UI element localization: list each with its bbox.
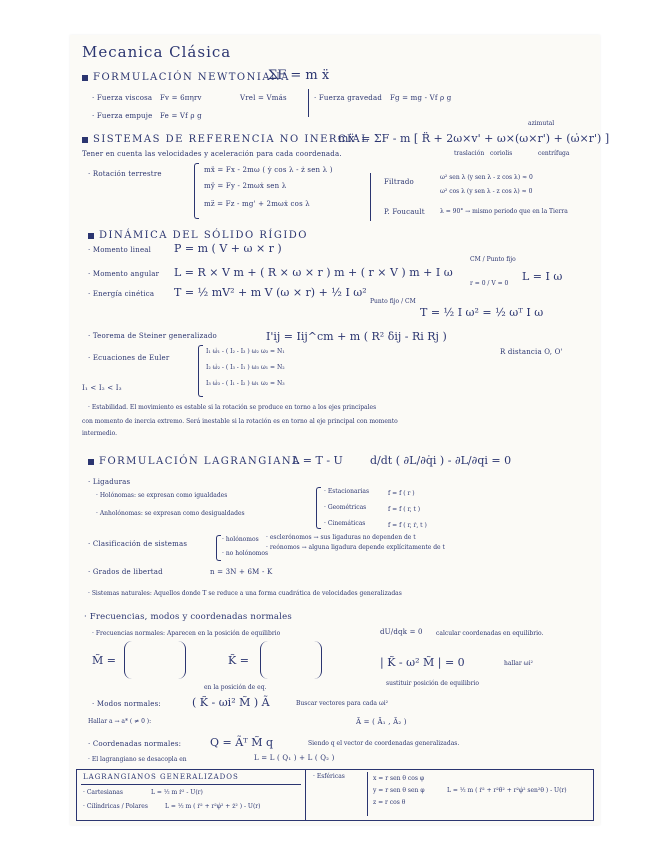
- estabilidad-line-2: con momento de inercia extremo. Será inestable si la rotación es en torno al eje principal con momento: [82, 418, 398, 425]
- box-heading-underline: [81, 784, 301, 785]
- inertia-order: I₁ < I₂ < I₃: [82, 384, 122, 392]
- brace-icon: [198, 345, 203, 397]
- foucault-equation: λ = 90° → mismo periodo que en la Tierra: [440, 208, 568, 215]
- euler-eq-2: I₂ ω̇₂ - ( I₃ - I₁ ) ω₃ ω₁ = N₂: [206, 364, 285, 371]
- estacionarias-equation: f = f ( r ): [388, 490, 415, 497]
- cartesianas-label: · Cartesianas: [83, 789, 123, 796]
- brace-icon: [194, 163, 199, 219]
- velocidad-relativa: Vrel = Vmás: [240, 94, 287, 102]
- momento-lineal-equation: P = m ( V + ω × r ): [174, 242, 282, 255]
- hallar-a-label: Hallar a → a* ( ≠ 0 ):: [88, 718, 152, 725]
- cilindricas-equation: L = ½ m ( ṙ² + r²φ̇² + ż² ) - U(r): [165, 803, 261, 810]
- esfericas-x: x = r sen θ cos φ: [373, 775, 425, 782]
- punto-fijo-note: Punto fijo / CM: [370, 298, 416, 305]
- fuerza-empuje-equation: Fe = Vf ρ g: [160, 112, 202, 120]
- rotacion-eq-2: mÿ = Fy - 2mωẋ sen λ: [204, 182, 287, 190]
- matriz-masa-bracket: [124, 641, 186, 679]
- label-traslacion: traslación: [454, 150, 485, 157]
- energia-cinetica-equation: T = ½ mV² + m V (ω × r) + ½ I ω²: [174, 286, 367, 299]
- cilindricas-label: · Cilíndricas / Polares: [83, 803, 148, 810]
- section-modos-heading: · Frecuencias, modos y coordenadas normales: [84, 612, 292, 622]
- grados-libertad-label: · Grados de libertad: [88, 568, 163, 576]
- newton-law-equation: ΣF = m ẍ: [268, 68, 330, 83]
- lagrangiano-definicion: L = T - U: [292, 454, 343, 467]
- brace-icon: [316, 487, 321, 529]
- box-divider: [305, 770, 306, 820]
- coordenadas-normales-label: · Coordenadas normales:: [88, 740, 182, 748]
- bullet-square-icon: [82, 137, 88, 143]
- section-solido-heading: DINÁMICA DEL SÓLIDO RÍGIDO: [88, 231, 308, 241]
- matriz-rigidez-label: K̃ =: [228, 654, 249, 667]
- estabilidad-line-1: · Estabilidad. El movimiento es estable si la rotación se produce en torno a los ejes principales: [88, 404, 377, 411]
- r-zero-note: r = 0 / V = 0: [470, 280, 509, 287]
- holonomas-label: · Holónomas: se expresan como igualdades: [96, 492, 228, 499]
- page-title: Mecanica Clásica: [82, 43, 232, 61]
- foucault-label: P. Foucault: [384, 208, 425, 216]
- fuerza-viscosa-equation: Fv = 6πηrv: [160, 94, 202, 102]
- esfericas-y: y = r sen θ sen φ: [373, 787, 425, 794]
- reonomos-label: · reónomos → alguna ligadura depende explícitamente de t: [266, 544, 445, 551]
- steiner-note: R distancia O, O': [500, 348, 563, 356]
- euler-lagrange-equation: d/dt ( ∂L/∂q̇i ) - ∂L/∂qi = 0: [370, 454, 512, 467]
- posicion-equilibrio-nota: en la posición de eq.: [204, 684, 267, 691]
- divider-line: [308, 89, 309, 117]
- section-lagrangiana-heading: FORMULACIÓN LAGRANGIANA: [88, 457, 301, 467]
- frecuencias-condicion: dU/dqk = 0: [380, 628, 423, 636]
- box-divider: [367, 772, 368, 816]
- bullet-square-icon: [88, 459, 94, 465]
- cinematicas-label: · Cinemáticas: [324, 520, 366, 527]
- esfericas-label: · Esféricas: [313, 773, 345, 780]
- euler-eq-1: I₁ ω̇₁ - ( I₂ - I₃ ) ω₂ ω₃ = N₁: [206, 348, 285, 355]
- escleronomos-label: · esclerónomos → sus ligaduras no dependen de t: [266, 534, 416, 541]
- grados-libertad-equation: n = 3N + 6M - K: [210, 568, 273, 576]
- coordenadas-normales-equation: Q = Ãᵀ M̃ q: [210, 736, 274, 749]
- holonomos-label: · holónomos: [222, 536, 259, 543]
- no-inercial-note: Tener en cuenta las velocidades y aceleración para cada coordenada.: [82, 150, 342, 158]
- matriz-masa-label: M̃ =: [92, 654, 116, 667]
- label-azimutal: azimutal: [528, 120, 555, 127]
- fuerza-gravedad-equation: Fg = mg - Vf ρ g: [390, 94, 452, 102]
- filtrado-eq-2: ω² cos λ (y sen λ - z cos λ) ≈ 0: [440, 188, 533, 195]
- frecuencias-normales-label: · Frecuencias normales: Aparecen en la posición de equilibrio: [92, 630, 281, 637]
- estabilidad-line-3: intermedio.: [82, 430, 118, 437]
- energia-cinetica-label: · Energía cinética: [88, 290, 155, 298]
- fuerza-gravedad-label: · Fuerza gravedad: [314, 94, 383, 102]
- frecuencias-nota: calcular coordenadas en equilibrio.: [436, 630, 544, 637]
- momento-lineal-label: · Momento lineal: [88, 246, 152, 254]
- esfericas-z: z = r cos θ: [373, 799, 406, 806]
- divider-line: [370, 173, 371, 221]
- coordenadas-normales-nota: Siendo q el vector de coordenadas generalizadas.: [308, 740, 460, 747]
- bullet-square-icon: [88, 233, 94, 239]
- label-centrifuga: centrífuga: [538, 150, 570, 157]
- cartesianas-equation: L = ½ m ṙ² - U(r): [151, 789, 203, 796]
- ligaduras-label: · Ligaduras: [88, 478, 131, 486]
- brace-icon: [216, 535, 221, 561]
- vector-a-equation: Ã = ( Ã₁ , Ã₂ ): [356, 718, 407, 726]
- rotacion-eq-1: mẍ = Fx - 2mω ( ẏ cos λ - ż sen λ ): [204, 166, 333, 174]
- steiner-label: · Teorema de Steiner generalizado: [88, 332, 217, 340]
- determinante-equation: | K̃ - ω² M̃ | = 0: [380, 656, 465, 669]
- steiner-equation: I'ij = Iij^cm + m ( R² δij - Ri Rj ): [266, 330, 447, 343]
- box-heading: LAGRANGIANOS GENERALIZADOS: [83, 773, 239, 781]
- rotacion-terrestre-label: · Rotación terrestre: [88, 170, 162, 178]
- lagrangianos-generalizados-box: [76, 769, 594, 821]
- matriz-rigidez-bracket: [260, 641, 322, 679]
- filtrado-eq-1: ω² sen λ (y sen λ - z cos λ) ≈ 0: [440, 174, 533, 181]
- filtrado-label: Filtrado: [384, 178, 414, 186]
- section-no-inercial-heading: SISTEMAS DE REFERENCIA NO INERCIAL: [82, 135, 369, 145]
- esfericas-equation: L = ½ m ( ṙ² + r²θ̇² + r²φ̇² sen²θ ) - U(r): [447, 787, 567, 794]
- lagrangiano-desacopla-label: · El lagrangiano se desacopla en: [88, 756, 187, 763]
- section-newtoniana-heading: FORMULACIÓN NEWTONIANA: [82, 73, 290, 83]
- energia-cinetica-simple: T = ½ I ω² = ½ ωᵀ I ω: [420, 306, 544, 319]
- momento-angular-simple: L = I ω: [522, 270, 563, 283]
- estacionarias-label: · Estacionarias: [324, 488, 370, 495]
- fuerza-empuje-label: · Fuerza empuje: [92, 112, 153, 120]
- fuerza-viscosa-label: · Fuerza viscosa: [92, 94, 153, 102]
- modos-normales-nota: Buscar vectores para cada ωi²: [296, 700, 389, 707]
- bullet-square-icon: [82, 75, 88, 81]
- no-holonomos-label: · no holónomos: [222, 550, 269, 557]
- cm-punto-fijo-note: CM / Punto fijo: [470, 256, 516, 263]
- clasificacion-label: · Clasificación de sistemas: [88, 540, 188, 548]
- anholonomas-label: · Anholónomas: se expresan como desigualdades: [96, 510, 245, 517]
- modos-normales-equation: ( K̃ - ωi² M̃ ) Ã: [192, 696, 270, 709]
- momento-angular-label: · Momento angular: [88, 270, 160, 278]
- geometricas-label: · Geométricas: [324, 504, 367, 511]
- sistemas-naturales: · Sistemas naturales: Aquellos donde T se reduce a una forma cuadrática de velocidades generalizadas: [88, 590, 402, 597]
- cinematicas-equation: f = f ( r, ṙ, t ): [388, 522, 427, 529]
- modos-normales-label: · Modos normales:: [92, 700, 161, 708]
- label-coriolis: coriolis: [490, 150, 513, 157]
- euler-label: · Ecuaciones de Euler: [88, 354, 170, 362]
- lagrangiano-desacopla-equation: L = L ( Q₁ ) + L ( Q₂ ): [254, 754, 335, 762]
- no-inercial-main-equation: mẍ' = ΣF - m [ R̈ + 2ω×v' + ω×(ω×r') + (ω̇×r') ]: [338, 132, 610, 145]
- sustituir-posicion: sustituir posición de equilibrio: [386, 680, 479, 687]
- geometricas-equation: f = f ( r, t ): [388, 506, 421, 513]
- momento-angular-equation: L = R × V m + ( R × ω × r ) m + ( r × V ) m + I ω: [174, 266, 453, 279]
- euler-eq-3: I₃ ω̇₃ - ( I₁ - I₂ ) ω₁ ω₂ = N₃: [206, 380, 285, 387]
- hallar-omega: hallar ωi²: [504, 660, 533, 667]
- rotacion-eq-3: mz̈ = Fz - mg' + 2mωẋ cos λ: [204, 200, 310, 208]
- notes-sheet: [70, 35, 610, 825]
